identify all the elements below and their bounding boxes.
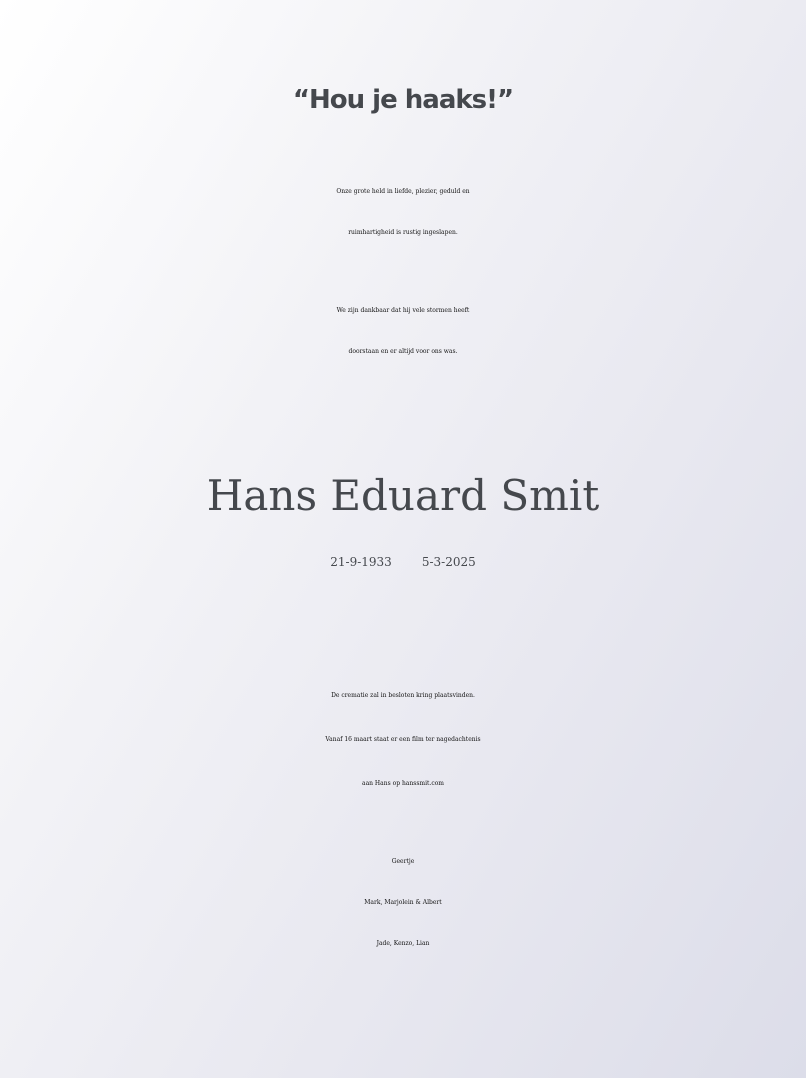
intro-line-2: ruimhartigheid is rustig ingeslapen. <box>348 229 458 236</box>
family-line-2: Mark, Marjolein & Albert <box>364 899 442 906</box>
deceased-name: Hans Eduard Smit <box>206 471 600 520</box>
motto-quote: “Hou je haaks!” <box>292 85 514 115</box>
gratitude-line-1: We zijn dankbaar dat hij vele stormen heeft <box>336 307 470 314</box>
ceremony-line-1: De crematie zal in besloten kring plaatsvinden. <box>331 692 475 699</box>
birth-date: 21-9-1933 <box>330 555 392 569</box>
death-date: 5-3-2025 <box>421 555 476 569</box>
ceremony-line-3: aan Hans op hanssmit.com <box>362 780 444 787</box>
family-signatures <box>0 841 806 964</box>
ceremony-line-2: Vanaf 16 maart staat er een film ter nagedachtenis <box>325 736 481 743</box>
gratitude-paragraph <box>0 290 806 372</box>
family-line-3: Jade, Kenzo, Lian <box>376 940 430 947</box>
life-dates <box>0 538 806 586</box>
family-line-1: Geertje <box>391 858 415 865</box>
intro-paragraph <box>0 171 806 253</box>
gratitude-line-2: doorstaan en er altijd voor ons was. <box>348 348 458 355</box>
ceremony-paragraph <box>0 674 806 806</box>
intro-line-1: Onze grote held in liefde, plezier, geduld en <box>336 188 470 195</box>
